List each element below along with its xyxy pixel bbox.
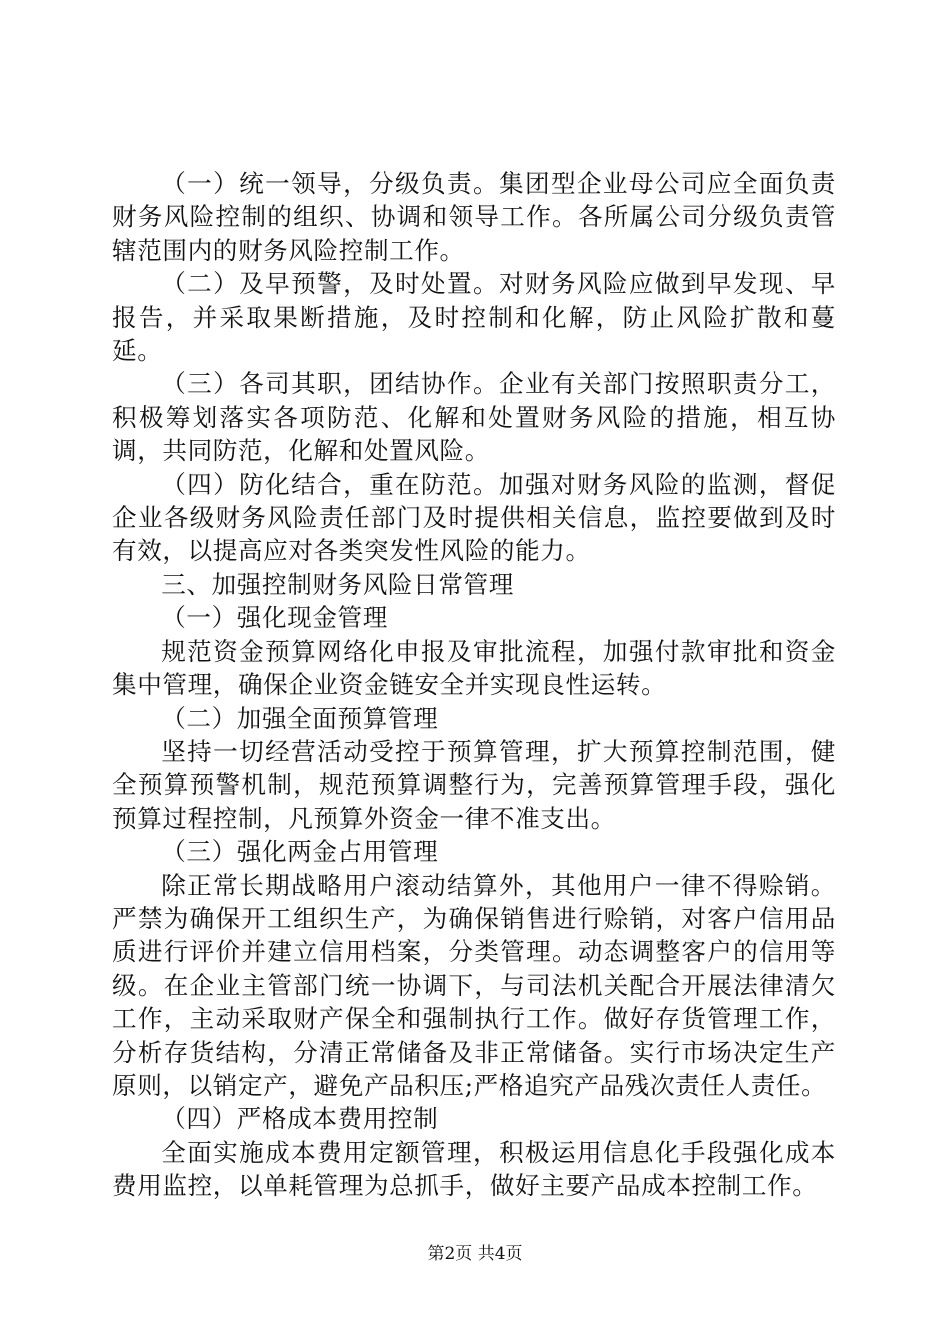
- paragraph-principle-2: （二）及早预警，及时处置。对财务风险应做到早发现、早报告，并采取果断措施，及时控制和化解，防止风险扩散和蔓延。: [112, 269, 836, 366]
- paragraph-cost-control: 全面实施成本费用定额管理，积极运用信息化手段强化成本费用监控，以单耗管理为总抓手，做好主要产品成本控制工作。: [112, 1137, 836, 1201]
- subheading-two-funds-management: （三）强化两金占用管理: [161, 837, 439, 867]
- paragraph-principle-3: （三）各司其职，团结协作。企业有关部门按照职责分工，积极筹划落实各项防范、化解和处置财务风险的措施，相互协调，共同防范，化解和处置风险。: [112, 369, 836, 466]
- paragraph-principle-4: （四）防化结合，重在防范。加强对财务风险的监测，督促企业各级财务风险责任部门及时提供相关信息，监控要做到及时有效，以提高应对各类突发性风险的能力。: [112, 469, 836, 566]
- paragraph-cash-management: 规范资金预算网络化申报及审批流程，加强付款审批和资金集中管理，确保企业资金链安全并实现良性运转。: [112, 636, 836, 700]
- subheading-budget-management: （二）加强全面预算管理: [161, 703, 439, 733]
- paragraph-two-funds-management: 除正常长期战略用户滚动结算外，其他用户一律不得赊销。严禁为确保开工组织生产，为确保销售进行赊销，对客户信用品质进行评价并建立信用档案，分类管理。动态调整客户的信用等级。在企业主管部门统一协调下，与司法机关配合开展法律清欠工作，主动采取财产保全和强制执行工作。做好存货管理工作，分析存货结构，分清正常储备及非正常储备。实行市场决定生产原则，以销定产，避免产品积压;严格追究产品残次责任人责任。: [112, 870, 836, 1100]
- subheading-cash-management: （一）强化现金管理: [161, 603, 388, 633]
- page-number-footer: 第2页 共4页: [427, 1244, 523, 1264]
- paragraph-budget-management: 坚持一切经营活动受控于预算管理，扩大预算控制范围，健全预算预警机制，规范预算调整行为，完善预算管理手段，强化预算过程控制，凡预算外资金一律不准支出。: [112, 736, 836, 833]
- section-heading-3: 三、加强控制财务风险日常管理: [161, 569, 514, 599]
- document-body: [112, 167, 836, 1203]
- subheading-cost-control: （四）严格成本费用控制: [161, 1104, 439, 1134]
- paragraph-principle-1: （一）统一领导，分级负责。集团型企业母公司应全面负责财务风险控制的组织、协调和领导工作。各所属公司分级负责管辖范围内的财务风险控制工作。: [112, 169, 836, 265]
